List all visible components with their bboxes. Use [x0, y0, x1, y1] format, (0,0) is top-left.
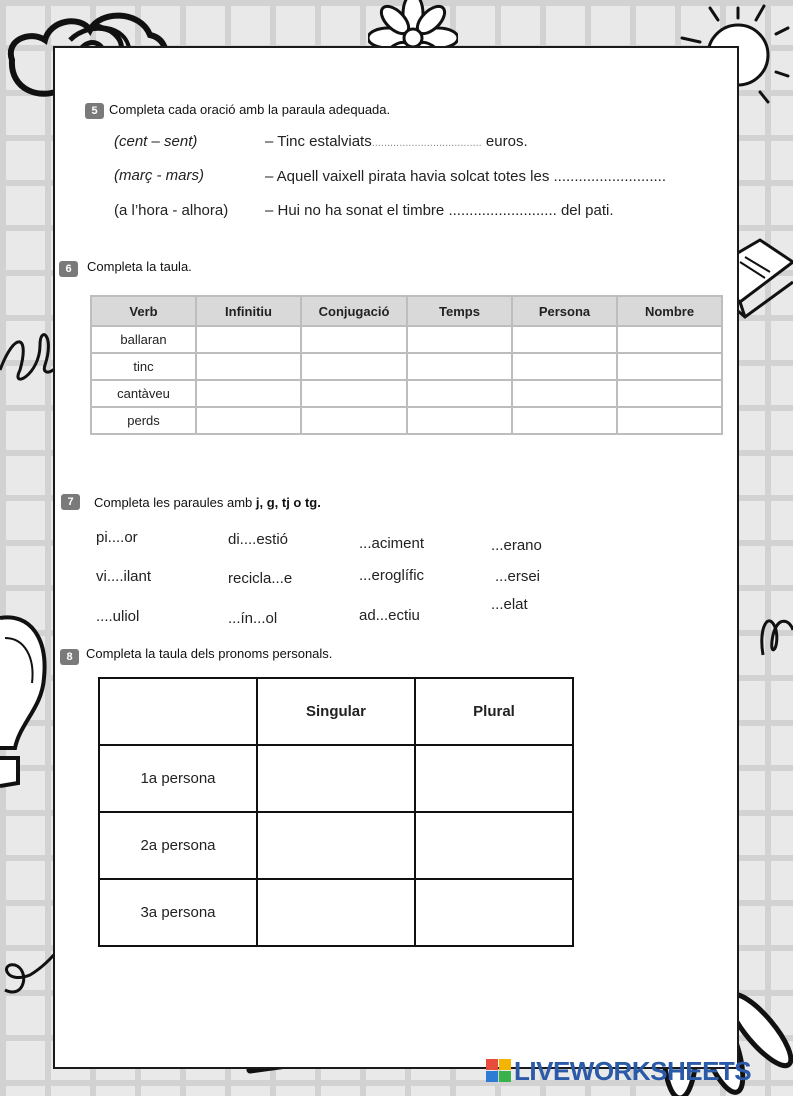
table-row [99, 879, 573, 946]
answer-cell[interactable] [196, 353, 301, 380]
word-item[interactable]: ...eroglífic [359, 567, 425, 584]
answer-cell[interactable] [196, 380, 301, 407]
answer-cell[interactable] [257, 745, 415, 812]
verb-cell: cantàveu [91, 380, 196, 407]
exercise-6-number: 6 [59, 261, 78, 277]
table-row [91, 407, 722, 434]
answer-cell[interactable] [512, 380, 617, 407]
answer-cell[interactable] [512, 353, 617, 380]
person-label: 1a persona [99, 745, 257, 812]
logo-wordmark: LIVEWORKSHEETS [514, 1056, 752, 1086]
answer-cell[interactable] [617, 380, 722, 407]
pronouns-table [98, 677, 574, 947]
answer-cell[interactable] [617, 353, 722, 380]
answer-cell[interactable] [407, 353, 512, 380]
verb-table-header [91, 296, 722, 326]
word-item[interactable]: di....estió [228, 531, 289, 548]
word-item[interactable]: ...elat [491, 596, 528, 613]
person-label: 2a persona [99, 812, 257, 879]
bulb-decoration [0, 608, 50, 788]
exercise-7-heading: Completa les paraules amb j, g, tj o tg. [94, 495, 321, 510]
answer-cell[interactable] [301, 380, 407, 407]
answer-cell[interactable] [415, 879, 573, 946]
col-nombre: Nombre [617, 296, 722, 326]
word-item[interactable]: ....uliol [96, 608, 140, 625]
ex5-options-3: (a l’hora - alhora) [114, 202, 229, 219]
table-row [91, 326, 722, 353]
word-item[interactable]: recicla...e [228, 570, 293, 587]
col-plural: Plural [415, 678, 573, 745]
table-row [99, 745, 573, 812]
word-item[interactable]: ...ersei [495, 568, 541, 585]
verb-cell: ballaran [91, 326, 196, 353]
ex5-sentence-2: – Aquell vaixell pirata havia solcat totes les ........................... [265, 168, 667, 185]
col-temps: Temps [407, 296, 512, 326]
exercise-8-heading: Completa la taula dels pronoms personals. [86, 646, 333, 661]
word-item[interactable]: vi....ilant [96, 568, 152, 585]
verb-table [90, 295, 723, 435]
answer-cell[interactable] [196, 407, 301, 434]
table-row [99, 812, 573, 879]
answer-cell[interactable] [407, 326, 512, 353]
answer-cell[interactable] [415, 812, 573, 879]
ex5-options-2: (març - mars) [114, 167, 204, 184]
table-row [91, 353, 722, 380]
ex5-blank-1[interactable]: .................................... [371, 137, 482, 149]
col-conjugacio: Conjugació [301, 296, 407, 326]
ex5-blank-3[interactable]: .......................... [448, 202, 557, 219]
ex5-blank-2[interactable]: ........................... [553, 168, 667, 185]
col-singular: Singular [257, 678, 415, 745]
answer-cell[interactable] [257, 812, 415, 879]
col-infinitiu: Infinitiu [196, 296, 301, 326]
answer-cell[interactable] [407, 380, 512, 407]
answer-cell[interactable] [196, 326, 301, 353]
col-persona: Persona [512, 296, 617, 326]
ex5-options-1: (cent – sent) [114, 133, 198, 150]
answer-cell[interactable] [301, 353, 407, 380]
exercise-5-heading: Completa cada oració amb la paraula adequada. [109, 102, 391, 117]
exercise-5-number: 5 [85, 103, 104, 119]
answer-cell[interactable] [415, 745, 573, 812]
person-label: 3a persona [99, 879, 257, 946]
answer-cell[interactable] [512, 407, 617, 434]
table-row [91, 380, 722, 407]
exercise-6-heading: Completa la taula. [87, 259, 192, 274]
liveworksheets-logo [486, 1056, 752, 1086]
answer-cell[interactable] [512, 326, 617, 353]
answer-cell[interactable] [257, 879, 415, 946]
col-verb: Verb [91, 296, 196, 326]
answer-cell[interactable] [301, 407, 407, 434]
exercise-7-number: 7 [61, 494, 80, 510]
word-item[interactable]: ...ín...ol [228, 610, 278, 627]
word-item[interactable]: pi....or [96, 529, 138, 546]
answer-cell[interactable] [617, 326, 722, 353]
word-item[interactable]: ad...ectiu [359, 607, 420, 624]
answer-cell[interactable] [407, 407, 512, 434]
verb-cell: tinc [91, 353, 196, 380]
logo-blocks-icon [486, 1059, 512, 1083]
exercise-8-number: 8 [60, 649, 79, 665]
empty-corner-cell [99, 678, 257, 745]
ex5-sentence-3: – Hui no ha sonat el timbre .......................... del pati. [265, 202, 614, 219]
verb-cell: perds [91, 407, 196, 434]
pronouns-header [99, 678, 573, 745]
word-item[interactable]: ...erano [491, 537, 542, 554]
ex5-sentence-1: – Tinc estalviats.................................... euros. [265, 133, 528, 150]
loop-scribble-right-decoration [758, 605, 793, 665]
answer-cell[interactable] [301, 326, 407, 353]
answer-cell[interactable] [617, 407, 722, 434]
word-item[interactable]: ...aciment [359, 535, 425, 552]
